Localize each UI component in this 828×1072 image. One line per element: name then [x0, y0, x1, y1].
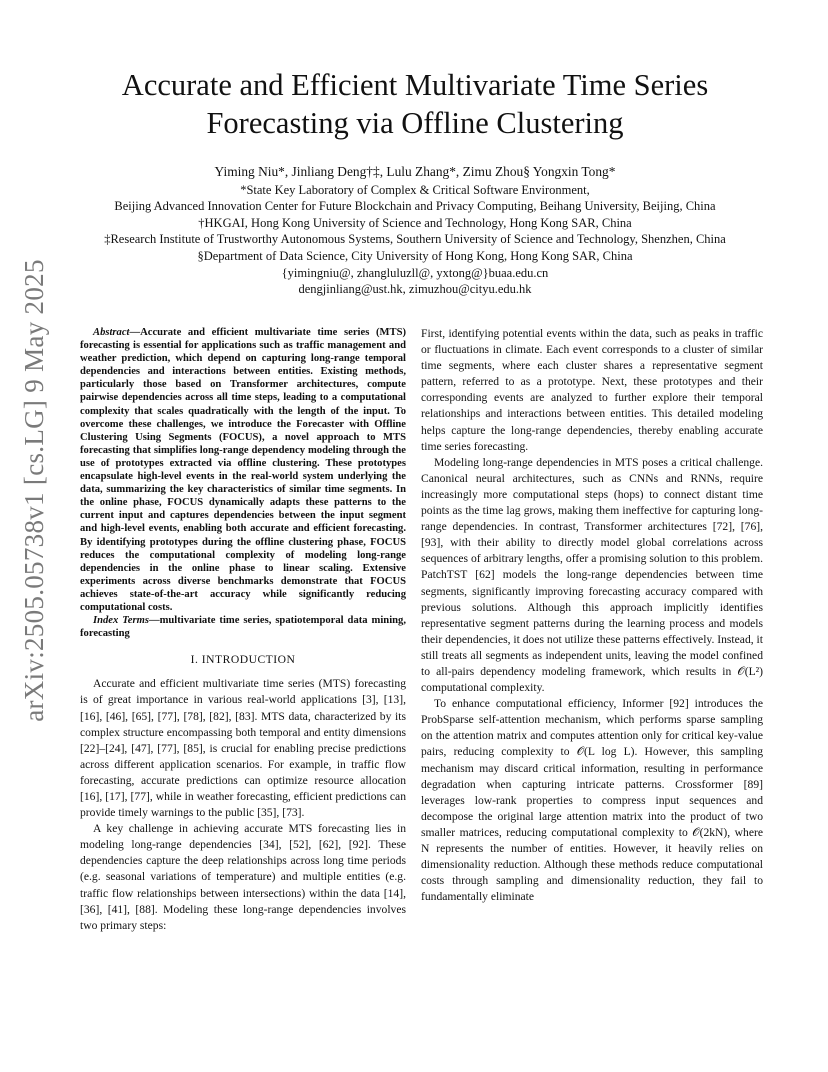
email-line: {yimingniu@, zhangluluzll@, yxtong@}buaa.edu.cn — [281, 265, 549, 280]
affiliation-line: *State Key Laboratory of Complex & Critical Software Environment, — [240, 182, 590, 197]
arxiv-identifier-stamp — [4, 258, 64, 722]
left-column — [80, 326, 406, 934]
email-line: dengjinliang@ust.hk, zimuzhou@cityu.edu.hk — [298, 282, 532, 297]
author-block — [60, 164, 770, 298]
paragraph: To enhance computational efficiency, Informer [92] introduces the ProbSparse self-attention mechanism, which performs sparse sampling on the attention matrix and computes attention only for critical key-value pairs, reducing complexity to 𝒪(L log L). However, this sampling mechanism may discard critical information, resulting in performance degradation when capturing intricate patterns. Crossformer [89] leverages low-rank properties to compress input sequences and decompose the original large attention matrix into the product of two smaller matrices, reducing computational complexity to 𝒪(2kN), where N represents the number of entities. However, it heavily relies on dimensionality reduction. Although these methods reduce computational costs through sampling and dimensionality reduction, they fail to fundamentally eliminate — [421, 697, 763, 904]
abstract-text: —Accurate and efficient multivariate time series (MTS) forecasting is essential for applications such as traffic management and weather prediction, which depend on capturing long-range temporal dependencies and interactions between entities. Existing methods, particularly those based on Transformer architectures, compute pairwise dependencies across all time steps, leading to a computational complexity that scales quadratically with the length of the input. To overcome these challenges, we introduce the Forecaster with Offline Clustering Using Segments (FOCUS), a novel approach to MTS forecasting that simplifies long-range dependency modeling through the use of prototypes extracted via offline clustering. These prototypes encapsulate high-level events in the real-world system underlying the data, summarizing the key characteristics of similar time segments. In the online phase, FOCUS dynamically adapts these patterns to the current input and captures dependencies between the input segment and high-level events, enabling both accurate and efficient forecasting. By identifying prototypes during the offline clustering phase, FOCUS reduces the computational complexity of modeling long-range dependencies in the online phase to linear scaling. Extensive experiments across diverse benchmarks demonstrate that FOCUS achieves state-of-the-art accuracy while significantly reducing computational costs. — [80, 327, 406, 613]
paragraph: First, identifying potential events within the data, such as peaks in traffic or fluctuations in climate. Each event corresponds to a cluster of similar time segments, where each cluster shares a representative segment pattern, referred to as a prototype. Next, these prototypes and their corresponding events are analyzed to further explore their temporal relationships and interactions between entities. This detailed modeling helps capture the long-range dependencies, thereby enabling accurate time series forecasting. — [421, 327, 763, 453]
section-heading-introduction: I. INTRODUCTION — [190, 653, 296, 667]
affiliation-line: †HKGAI, Hong Kong University of Science and Technology, Hong Kong SAR, China — [198, 215, 632, 230]
paper-title — [70, 66, 760, 142]
abstract-lead: Abstract — [93, 327, 130, 338]
paragraph: Accurate and efficient multivariate time series (MTS) forecasting is of great importance in various real-world applications [3], [13], [16], [46], [65], [77], [78], [82], [83]. MTS data, characterized by its complex structure encompassing both temporal and entity dimensions [22]–[24], [47], [77], [85], is crucial for enabling precise predictions across different application scenarios. For example, in traffic flow forecasting, accurate predictions can optimize resource allocation [16], [17], [77], while in weather forecasting, efficient predictions can provide timely warnings to the public [35], [73]. — [80, 677, 406, 820]
arxiv-identifier-text: arXiv:2505.05738v1 [cs.LG] 9 May 2025 — [18, 258, 49, 722]
index-terms — [80, 614, 406, 640]
author-list: Yiming Niu*, Jinliang Deng†‡, Lulu Zhang*, Zimu Zhou§ Yongxin Tong* — [214, 164, 616, 179]
paragraph: A key challenge in achieving accurate MTS forecasting lies in modeling long-range dependencies [34], [52], [62], [92]. These dependencies capture the deep relationships across long time periods (e.g. seasonal variations of temperature) and multiple entities (e.g. traffic flow relationships between intersections) within the data [14], [36], [41], [88]. Modeling these long-range dependencies involves two primary steps: — [80, 822, 406, 932]
right-column — [421, 326, 763, 905]
affiliation-line: ‡Research Institute of Trustworthy Autonomous Systems, Southern University of Science and Technology, Shenzhen, China — [104, 232, 726, 247]
index-terms-text: —multivariate time series, spatiotemporal data mining, forecasting — [80, 615, 406, 640]
paragraph: Modeling long-range dependencies in MTS poses a critical challenge. Canonical neural architectures, such as CNNs and RNNs, require increasingly more computational steps (hops) to connect distant time points as the time lag grows, making them ineffective for capturing long-range dependencies. In contrast, Transformer architectures [72], [76], [93], with their ability to directly model global correlations across sequences of arbitrary lengths, offer a promising solution to this problem. PatchTST [62] models the long-range dependencies between time segments, significantly improving forecasting accuracy compared with previous solutions. Although this approach implicitly identifies representative segment patterns during the learning process and models their dependencies, it does not utilize these patterns effectively. Instead, it still treats all segments as independent units, leaving the model confined to all-pairs dependency modeling framework, which results in 𝒪(L²) computational complexity. — [421, 455, 763, 695]
abstract — [80, 326, 406, 614]
index-terms-lead: Index Terms — [93, 615, 149, 627]
affiliation-line: Beijing Advanced Innovation Center for Future Blockchain and Privacy Computing, Beihang University, Beijing, China — [114, 199, 716, 214]
title-line-1: Accurate and Efficient Multivariate Time Series — [121, 68, 709, 102]
title-line-2: Forecasting via Offline Clustering — [206, 106, 624, 140]
affiliation-line: §Department of Data Science, City University of Hong Kong, Hong Kong SAR, China — [197, 248, 633, 263]
